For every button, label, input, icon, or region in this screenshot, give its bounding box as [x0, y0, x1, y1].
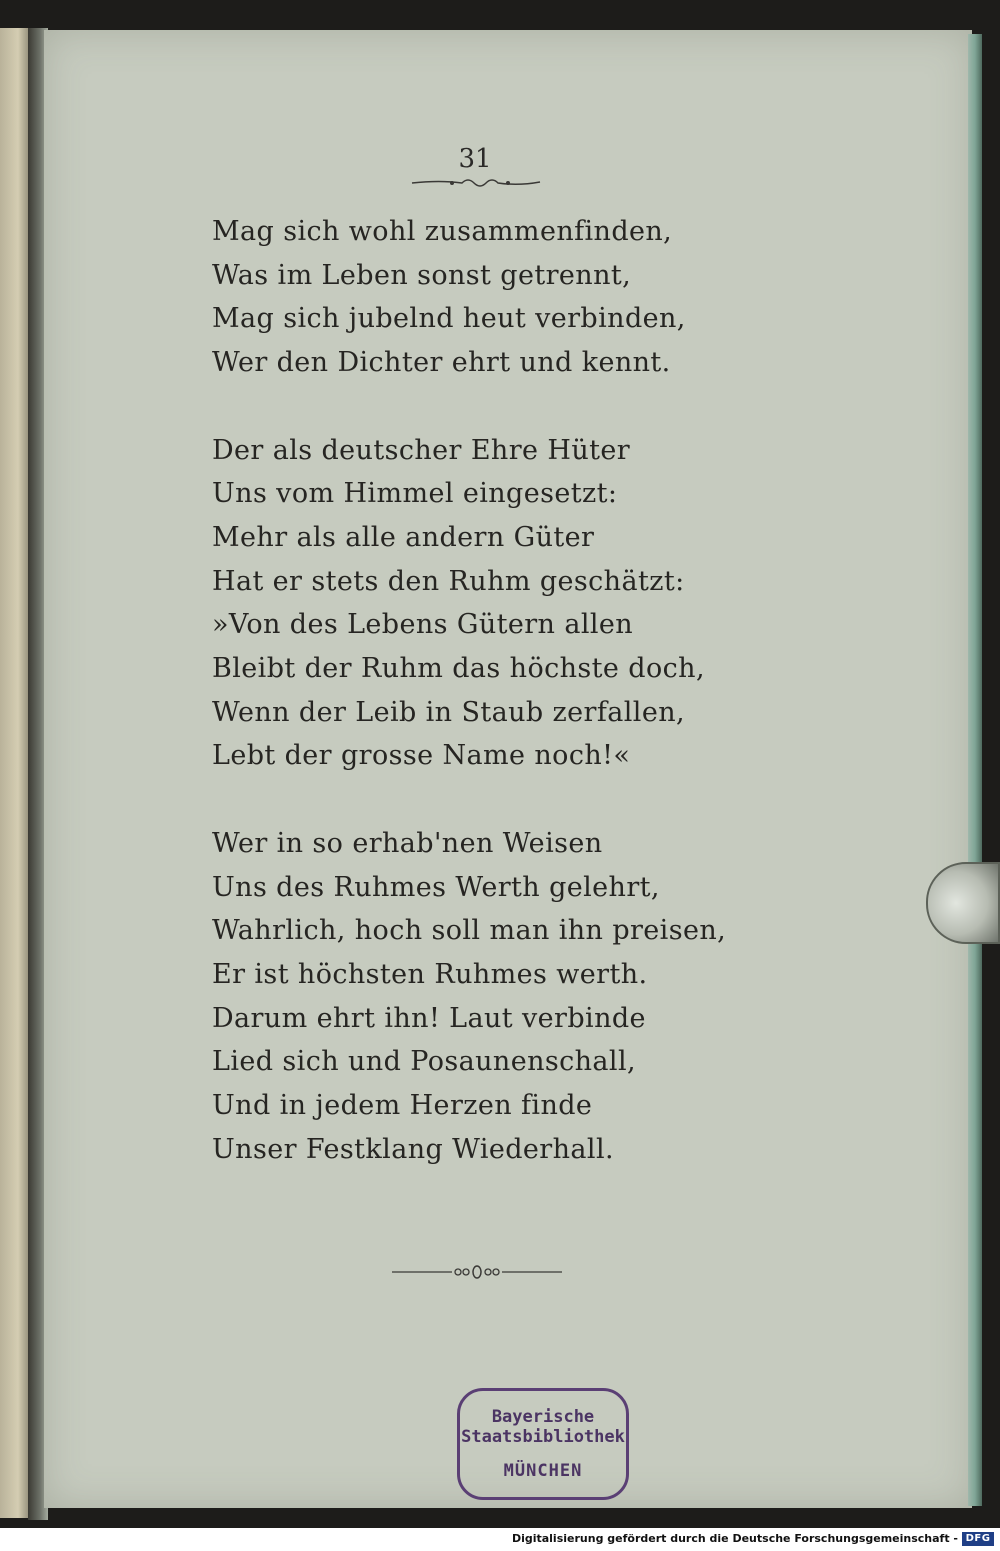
- poem-line: Mag sich jubelnd heut verbinden,: [212, 303, 686, 335]
- footer-bar: [0, 1528, 1000, 1551]
- poem-line: Mehr als alle andern Güter: [212, 521, 595, 553]
- poem-line: Bleibt der Ruhm das höchste doch,: [212, 653, 705, 685]
- poem-line: Was im Leben sonst getrennt,: [212, 259, 632, 291]
- stanza-1: [212, 210, 772, 385]
- stamp-line-3: MÜNCHEN: [503, 1461, 583, 1481]
- poem-line: Darum ehrt ihn! Laut verbinde: [212, 1002, 646, 1034]
- poem-line: Uns vom Himmel eingesetzt:: [212, 478, 618, 510]
- poem-line: Wahrlich, hoch soll man ihn preisen,: [212, 915, 727, 947]
- page-edge-right: [968, 34, 982, 1506]
- library-stamp: [457, 1388, 629, 1500]
- stanza-3: [212, 822, 772, 1172]
- poem-line: Lebt der grosse Name noch!«: [212, 740, 631, 772]
- poem-line: Wer in so erhab'nen Weisen: [212, 827, 603, 859]
- page-clip: [926, 862, 1000, 944]
- poem-line: Uns des Ruhmes Werth gelehrt,: [212, 871, 660, 903]
- ornament-divider-bottom-icon: [390, 1262, 564, 1282]
- previous-page-edge: [0, 28, 30, 1518]
- poem-line: Unser Festklang Wiederhall.: [212, 1133, 614, 1165]
- dfg-logo: DFG: [962, 1532, 994, 1546]
- poem-line: Und in jedem Herzen finde: [212, 1090, 593, 1122]
- footer-credit: Digitalisierung gefördert durch die Deutsche Forschungsgemeinschaft -: [511, 1532, 958, 1545]
- poem-line: Hat er stets den Ruhm geschätzt:: [212, 565, 685, 597]
- poem-line: Lied sich und Posaunenschall,: [212, 1046, 636, 1078]
- poem-line: »Von des Lebens Gütern allen: [212, 609, 634, 641]
- poem-line: Er ist höchsten Ruhmes werth.: [212, 958, 648, 990]
- stamp-line-1: Bayerische: [491, 1407, 595, 1427]
- page-number: 31: [458, 144, 492, 174]
- ornament-divider-top-icon: [410, 172, 542, 192]
- poem-line: Der als deutscher Ehre Hüter: [212, 434, 631, 466]
- poem: [212, 210, 772, 1171]
- poem-line: Mag sich wohl zusammenfinden,: [212, 216, 673, 247]
- poem-line: Wer den Dichter ehrt und kennt.: [212, 347, 671, 379]
- stanza-2: [212, 429, 772, 779]
- stamp-line-2: Staatsbibliothek: [461, 1427, 625, 1447]
- poem-line: Wenn der Leib in Staub zerfallen,: [212, 696, 685, 728]
